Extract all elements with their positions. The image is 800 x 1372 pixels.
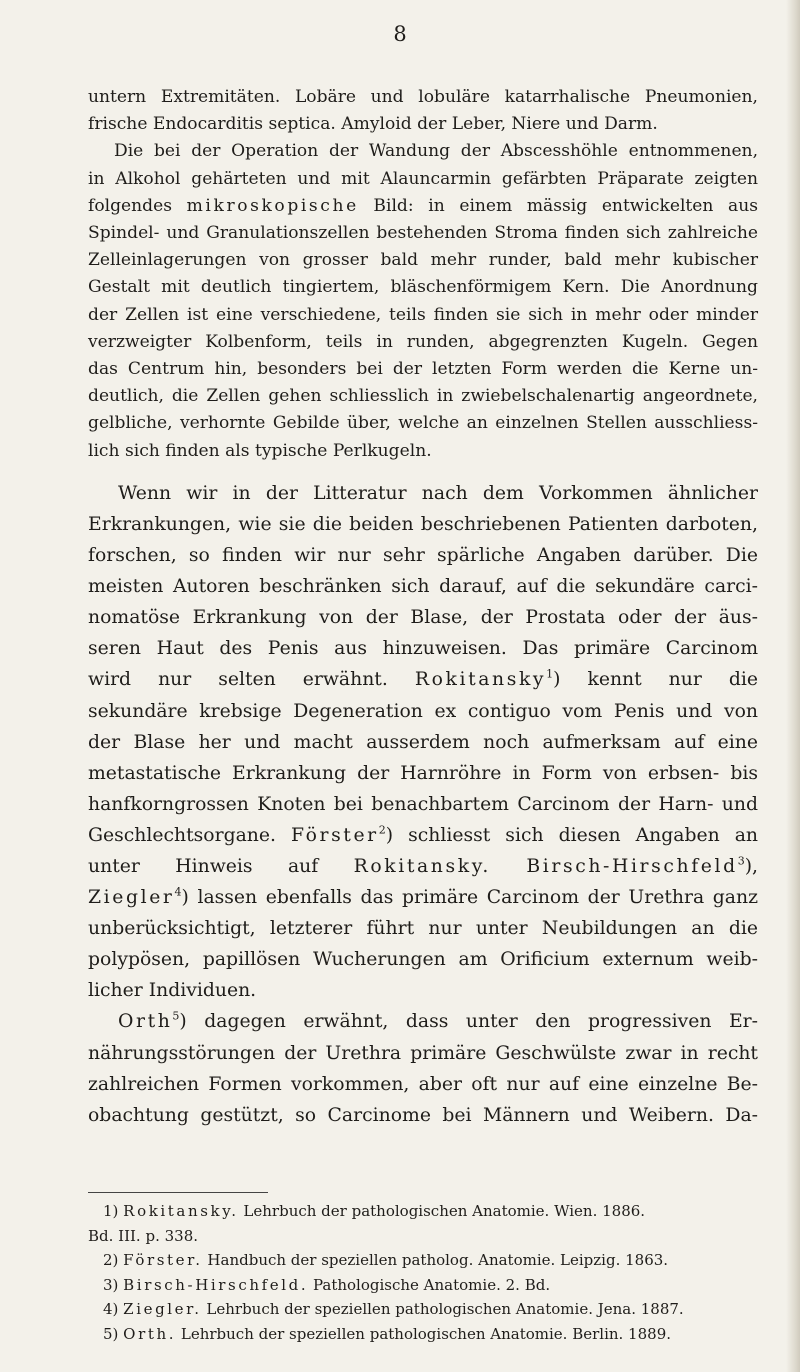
text-line: lich sich finden als typische Perlkugeln. — [88, 440, 432, 461]
text-line: wird nur selten erwähnt. Rokitansky$^1$) kennt nur die — [88, 668, 758, 691]
text-line: Geschlechtsorgane. Förster$^2$) schliesst sich diesen Angaben an — [88, 823, 758, 846]
text-line: gelbliche, verhornte Gebilde über, welche an einzelnen Stellen ausschliess- — [88, 413, 758, 434]
text-line: unberücksichtigt, letzterer führt nur unter Neubildungen an die — [88, 918, 758, 940]
text-line: der Blase her und macht ausserdem noch aufmerksam auf eine — [88, 731, 758, 753]
text-line: polypösen, papillösen Wucherungen am Orificium externum weib- — [88, 949, 758, 971]
text-line: folgendes mikroskopische Bild: in einem mässig entwickelten aus — [88, 195, 759, 216]
author-name: Birsch-Hirschfeld — [526, 855, 738, 877]
body-text — [88, 84, 758, 1131]
footnote-author: Birsch-Hirschfeld. — [123, 1275, 309, 1294]
page-number: 8 — [393, 22, 407, 46]
text-line: nährungsstörungen der Urethra primäre Geschwülste zwar in recht — [88, 1042, 758, 1064]
text-line: meisten Autoren beschränken sich darauf, auf die sekundäre carci- — [88, 576, 758, 598]
text-line: hanfkorngrossen Knoten bei benachbartem Carcinom der Harn- und — [88, 793, 758, 815]
text-line: Die bei der Operation der Wandung der Abscesshöhle entnommenen, — [114, 141, 758, 162]
text-line: sekundäre krebsige Degeneration ex contiguo vom Penis und von — [88, 700, 758, 722]
text-line: Orth$^5$) dagegen erwähnt, dass unter den progressiven Er- — [118, 1010, 758, 1033]
text-line: untern Extremitäten. Lobäre und lobuläre katarrhalische Pneumonien, — [88, 87, 758, 107]
text-line: frische Endocarditis septica. Amyloid der Leber, Niere und Darm. — [88, 114, 658, 135]
footnotes — [88, 1199, 758, 1347]
text-line: obachtung gestützt, so Carcinome bei Männern und Weibern. Da- — [88, 1104, 758, 1126]
text-line: das Centrum hin, besonders bei der letzten Form werden die Kerne un- — [88, 359, 758, 380]
footnote-mark: 1 — [546, 668, 554, 682]
footnote-mark: 3 — [737, 854, 745, 868]
text-line: Ziegler$^4$) lassen ebenfalls das primäre Carcinom der Urethra ganz — [88, 885, 758, 909]
author-name: Orth — [118, 1011, 173, 1033]
footnote-author: Orth. — [123, 1324, 177, 1343]
emphasis-text: mikroskopische — [186, 195, 359, 216]
footnote-item: 2) Förster. Handbuch der speziellen patholog. Anatomie. Leipzig. 1863. — [103, 1251, 669, 1270]
text-line: unter Hinweis auf Rokitansky. Birsch-Hirschfeld$^3$), — [88, 854, 758, 877]
text-line: forschen, so finden wir nur sehr spärliche Angaben darüber. Die — [88, 545, 758, 567]
author-name: Rokitansky. — [353, 855, 491, 877]
footnote-item: 1) Rokitansky. Lehrbuch der pathologischen Anatomie. Wien. 1886. — [103, 1202, 646, 1220]
page-edge-shadow — [786, 0, 800, 1372]
text-line: Zelleinlagerungen von grosser bald mehr runder, bald mehr kubischer — [88, 250, 758, 271]
author-name: Ziegler — [88, 887, 175, 909]
footnote-author: Förster. — [123, 1251, 203, 1270]
footnote-author: Ziegler. — [123, 1300, 202, 1319]
text-line: Spindel- und Granulationszellen bestehenden Stroma finden sich zahlreiche — [88, 223, 758, 244]
footnote-author: Rokitansky. — [123, 1202, 239, 1220]
text-line: Wenn wir in der Litteratur nach dem Vorkommen ähnlicher — [118, 482, 758, 504]
text-line: in Alkohol gehärteten und mit Alauncarmin gefärbten Präparate zeigten — [88, 168, 758, 189]
footnote-divider — [88, 1192, 268, 1193]
text-line: Erkrankungen, wie sie die beiden beschriebenen Patienten darboten, — [88, 513, 758, 535]
text-line: deutlich, die Zellen gehen schliesslich in zwiebelschalenartig angeordnete, — [88, 386, 758, 407]
footnote-mark: 5 — [172, 1010, 180, 1024]
author-name: Förster — [290, 824, 379, 846]
footnote-mark: 4 — [174, 885, 182, 899]
footnote-continuation: Bd. III. p. 338. — [88, 1226, 199, 1245]
text-line: der Zellen ist eine verschiedene, teils finden sie sich in mehr oder minder — [88, 304, 758, 325]
text-line: licher Individuen. — [88, 980, 257, 1002]
footnote-mark: 2 — [378, 823, 386, 837]
text-line: seren Haut des Penis aus hinzuweisen. Das primäre Carcinom — [88, 638, 758, 660]
footnote-item: 5) Orth. Lehrbuch der speziellen pathologischen Anatomie. Berlin. 1889. — [103, 1324, 671, 1343]
text-line: metastatische Erkrankung der Harnröhre in Form von erbsen- bis — [88, 762, 758, 784]
footnote-item: 4) Ziegler. Lehrbuch der speziellen pathologischen Anatomie. Jena. 1887. — [103, 1300, 684, 1319]
text-line: verzweigter Kolbenform, teils in runden, abgegrenzten Kugeln. Gegen — [88, 331, 758, 352]
paragraph-literature — [88, 478, 758, 1131]
footnote-item: 3) Birsch-Hirschfeld. Pathologische Anatomie. 2. Bd. — [103, 1275, 551, 1294]
author-name: Rokitansky — [414, 669, 547, 691]
text-line: Gestalt mit deutlich tingiertem, bläschenförmigem Kern. Die Anordnung — [88, 277, 758, 298]
text-line: zahlreichen Formen vorkommen, aber oft nur auf eine einzelne Be- — [88, 1073, 758, 1095]
paragraph-case-findings — [88, 84, 758, 465]
text-line: nomatöse Erkrankung von der Blase, der Prostata oder der äus- — [88, 607, 758, 629]
